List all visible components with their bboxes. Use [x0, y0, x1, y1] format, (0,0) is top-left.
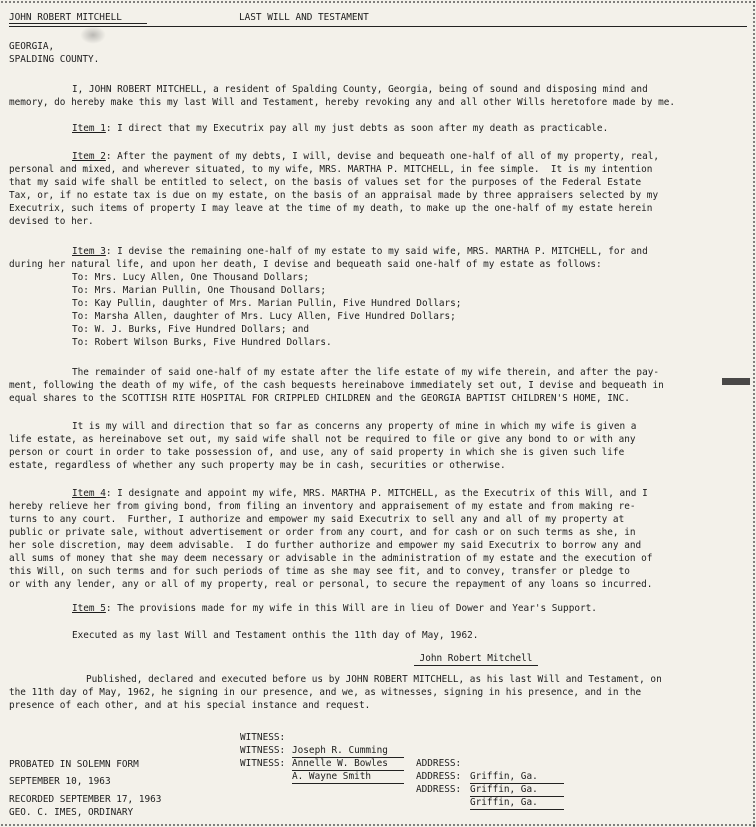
item-4-line: this Will, on such terms and for such periods of time as she may see fit, and to convey, transfer or pledge to — [9, 566, 630, 577]
item-2-line: devised to her. — [9, 216, 94, 227]
life-estate-line: estate, regardless of whether any such property may be in cash, securities or otherwise. — [9, 460, 506, 471]
location-state: GEORGIA, — [9, 41, 55, 52]
item-3-text: : I devise the remaining one-half of my estate to my said wife, MRS. MARTHA P. MITCHELL, for and — [105, 246, 648, 257]
item-2-first-line — [72, 150, 659, 163]
item-5-text: : The provisions made for my wife in this Will are in lieu of Dower and Year's Support. — [105, 603, 597, 614]
remainder-line: ment, following the death of my wife, of the cash bequests hereinabove immediately set out, I devise and bequeath in — [9, 380, 664, 391]
bequest-item: To: W. J. Burks, Five Hundred Dollars; and — [72, 324, 310, 335]
witness-name: Annelle W. Bowles — [292, 757, 404, 771]
item-3-line: during her natural life, and upon her death, I devise and bequeath said one-half of my estate as follows: — [9, 259, 602, 270]
witness-address: Griffin, Ga. — [470, 796, 564, 810]
top-dotted-border — [0, 0, 756, 4]
life-estate-line: life estate, as hereinabove set out, my said wife shall not be required to file or give any bond to or with any — [9, 434, 636, 445]
remainder-line: equal shares to the SCOTTISH RITE HOSPITAL FOR CRIPPLED CHILDREN and the GEORGIA BAPTIST CHILDREN'S HOME, INC. — [9, 393, 630, 404]
bequest-item: To: Mrs. Marian Pullin, One Thousand Dollars; — [72, 285, 326, 296]
item-2-line: Executrix, such items of property I may leave at the time of my death, to make up the one-half of my estate herein — [9, 203, 653, 214]
bequest-item: To: Mrs. Lucy Allen, One Thousand Dollars; — [72, 272, 310, 283]
item-5-paragraph — [72, 602, 597, 615]
execution-statement: Executed as my last Will and Testament onthis the 11th day of May, 1962. — [72, 630, 479, 641]
witness-name: Joseph R. Cumming — [292, 744, 404, 758]
document-title: LAST WILL AND TESTAMENT — [239, 12, 369, 23]
probate-line: SEPTEMBER 10, 1963 — [9, 776, 111, 787]
witness-address: Griffin, Ga. — [470, 783, 564, 797]
witness-label: WITNESS: — [240, 732, 286, 743]
item-1-label: Item 1 — [72, 123, 106, 134]
witness-label: WITNESS: — [240, 758, 286, 769]
header-rule — [9, 26, 747, 27]
item-2-line: Tax, or, if no estate tax is due on my estate, on the basis of an appraisal made by three appraisers selected by my — [9, 190, 659, 201]
preamble-line: memory, do hereby make this my last Will and Testament, hereby revoking any and all other Wills heretofore made by me. — [9, 97, 676, 108]
item-4-line: or with any lender, any or all of my property, real or personal, to secure the repayment of any loans so incurred. — [9, 579, 653, 590]
life-estate-line: person or court in order to take possession of, and use, any of said property in which she is given such life — [9, 447, 625, 458]
item-4-line: public or private sale, without advertisement or order from any court, and for cash or on such terms as she, in — [9, 527, 636, 538]
bottom-dotted-border — [0, 823, 756, 827]
item-4-label: Item 4 — [72, 488, 106, 499]
attestation-line: Published, declared and executed before us by JOHN ROBERT MITCHELL, as his last Will and Testament, on — [86, 674, 662, 685]
item-1-text: : I direct that my Executrix pay all my just debts as soon after my death as practicable. — [105, 123, 609, 134]
item-2-line: personal and mixed, and wherever situated, to my wife, MRS. MARTHA P. MITCHELL, in fee simple. It is my intention — [9, 164, 653, 175]
item-4-first-line — [72, 487, 648, 500]
probate-line: PROBATED IN SOLEMN FORM — [9, 759, 139, 770]
item-1-paragraph — [72, 122, 608, 135]
witness-block — [240, 718, 538, 808]
probate-line: GEO. C. IMES, ORDINARY — [9, 807, 134, 818]
margin-ink-mark — [722, 378, 750, 385]
testator-signature: John Robert Mitchell — [414, 652, 538, 666]
witness-address: Griffin, Ga. — [470, 770, 564, 784]
witness-name: A. Wayne Smith — [292, 770, 404, 784]
ink-smudge — [80, 26, 106, 44]
address-label: ADDRESS: — [416, 784, 462, 795]
document-header — [9, 12, 747, 26]
life-estate-line: It is my will and direction that so far as concerns any property of mine in which my wife is given a — [72, 421, 637, 432]
bequest-item: To: Robert Wilson Burks, Five Hundred Dollars. — [72, 337, 332, 348]
location-county: SPALDING COUNTY. — [9, 54, 100, 65]
item-2-label: Item 2 — [72, 151, 106, 162]
testator-name-header: JOHN ROBERT MITCHELL — [9, 12, 147, 24]
item-4-line: all sums of money that she may deem necessary or advisable in the administration of my estate and the execution of — [9, 553, 653, 564]
attestation-line: presence of each other, and at his special instance and request. — [9, 700, 371, 711]
item-5-label: Item 5 — [72, 603, 106, 614]
item-3-label: Item 3 — [72, 246, 106, 257]
address-label: ADDRESS: — [416, 758, 462, 769]
item-4-line: her sole discretion, may deem advisable. I do further authorize and empower my said Executrix to borrow any and — [9, 540, 642, 551]
item-3-first-line — [72, 245, 648, 258]
remainder-line: The remainder of said one-half of my estate after the life estate of my wife therein, and after the pay- — [72, 367, 659, 378]
preamble-line: I, JOHN ROBERT MITCHELL, a resident of Spalding County, Georgia, being of sound and disposing mind and — [72, 84, 648, 95]
right-dotted-border — [752, 0, 756, 827]
bequest-item: To: Marsha Allen, daughter of Mrs. Lucy Allen, Five Hundred Dollars; — [72, 311, 456, 322]
bequest-item: To: Kay Pullin, daughter of Mrs. Marian Pullin, Five Hundred Dollars; — [72, 298, 462, 309]
probate-line: RECORDED SEPTEMBER 17, 1963 — [9, 794, 162, 805]
attestation-line: the 11th day of May, 1962, he signing in our presence, and we, as witnesses, signing in his presence, and in the — [9, 687, 642, 698]
item-4-text: : I designate and appoint my wife, MRS. MARTHA P. MITCHELL, as the Executrix of this Will, and I — [105, 488, 648, 499]
address-label: ADDRESS: — [416, 771, 462, 782]
item-2-text: : After the payment of my debts, I will, devise and bequeath one-half of all of my property, real, — [105, 151, 660, 162]
witness-label: WITNESS: — [240, 745, 286, 756]
item-4-line: hereby relieve her from giving bond, from filing an inventory and appraisement of my estate and from making re- — [9, 501, 636, 512]
item-4-line: turns to any court. Further, I authorize and empower my said Executrix to sell any and all of my property at — [9, 514, 625, 525]
item-2-line: that my said wife shall be entitled to select, on the basis of values set for the purposes of the Federal Estate — [9, 177, 642, 188]
